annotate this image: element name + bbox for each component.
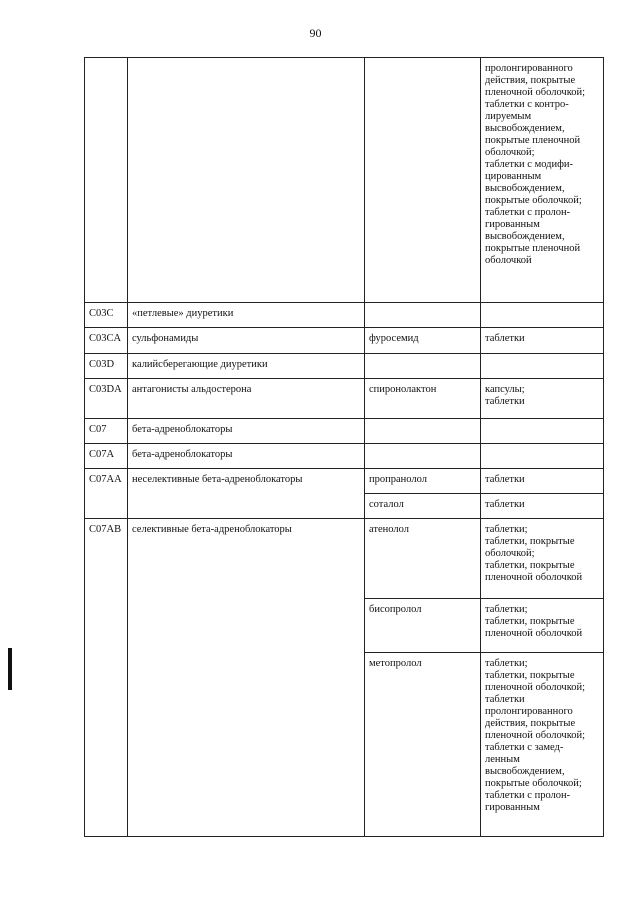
dosage-form-line: таблетки bbox=[485, 694, 525, 705]
atc-code-cell: C03C bbox=[85, 303, 128, 328]
drug-name-cell: метопролол bbox=[365, 653, 481, 837]
dosage-form-cell bbox=[481, 328, 604, 354]
drug-name-cell: пропранолол bbox=[365, 469, 481, 494]
dosage-form-line: таблетки bbox=[485, 474, 525, 485]
table-row bbox=[85, 519, 604, 599]
dosage-form-line: таблетки, покрытые bbox=[485, 616, 575, 627]
dosage-form-cell bbox=[481, 469, 604, 494]
table-row bbox=[85, 419, 604, 444]
dosage-form-cell bbox=[481, 354, 604, 379]
dosage-form-cell bbox=[481, 653, 604, 837]
dosage-form-line: высвобождением, bbox=[485, 766, 565, 777]
atc-name-cell: бета-адреноблокаторы bbox=[128, 419, 365, 444]
table-row bbox=[85, 58, 604, 303]
dosage-form-line: таблетки bbox=[485, 396, 525, 407]
drug-name-cell bbox=[365, 58, 481, 303]
table-row bbox=[85, 354, 604, 379]
dosage-form-line: действия, покрытые bbox=[485, 718, 576, 729]
drug-name-cell bbox=[365, 303, 481, 328]
dosage-form-line: оболочкой; bbox=[485, 147, 535, 158]
drug-name-cell: атенолол bbox=[365, 519, 481, 599]
dosage-form-cell bbox=[481, 494, 604, 519]
dosage-form-line: покрытые оболочкой; bbox=[485, 195, 582, 206]
dosage-form-cell bbox=[481, 58, 604, 303]
dosage-form-line: гированным bbox=[485, 219, 540, 230]
dosage-form-line: высвобождением, bbox=[485, 231, 565, 242]
dosage-form-line: таблетки с модифи- bbox=[485, 159, 574, 170]
dosage-form-line: действия, покрытые bbox=[485, 75, 576, 86]
dosage-form-line: высвобождением, bbox=[485, 123, 565, 134]
dosage-form-line: таблетки, покрытые bbox=[485, 560, 575, 571]
dosage-form-cell bbox=[481, 519, 604, 599]
table-row bbox=[85, 379, 604, 419]
dosage-form-cell bbox=[481, 599, 604, 653]
dosage-form-line: оболочкой; bbox=[485, 548, 535, 559]
dosage-form-line: гированным bbox=[485, 802, 540, 813]
atc-code-cell: C03CA bbox=[85, 328, 128, 354]
dosage-form-line: таблетки; bbox=[485, 604, 528, 615]
table-row bbox=[85, 469, 604, 494]
dosage-form-line: пленочной оболочкой bbox=[485, 628, 583, 639]
drug-name-cell: соталол bbox=[365, 494, 481, 519]
dosage-form-line: таблетки bbox=[485, 499, 525, 510]
dosage-form-cell bbox=[481, 379, 604, 419]
scan-artifact bbox=[8, 648, 12, 690]
dosage-form-line: покрытые оболочкой; bbox=[485, 778, 582, 789]
drug-name-cell bbox=[365, 444, 481, 469]
atc-code-cell: C03D bbox=[85, 354, 128, 379]
dosage-form-line: пленочной оболочкой; bbox=[485, 682, 586, 693]
dosage-form-line: пролонгированного bbox=[485, 63, 573, 74]
dosage-form-cell bbox=[481, 419, 604, 444]
dosage-form-line: высвобождением, bbox=[485, 183, 565, 194]
atc-code-cell bbox=[85, 58, 128, 303]
dosage-form-line: пролонгированного bbox=[485, 706, 573, 717]
dosage-form-line: покрытые пленочной bbox=[485, 243, 581, 254]
dosage-form-line: таблетки, покрытые bbox=[485, 536, 575, 547]
dosage-form-line: пленочной оболочкой; bbox=[485, 87, 586, 98]
dosage-form-line: пленочной оболочкой bbox=[485, 572, 583, 583]
atc-name-cell: сульфонамиды bbox=[128, 328, 365, 354]
table-row bbox=[85, 328, 604, 354]
atc-code-cell: C07AB bbox=[85, 519, 128, 837]
dosage-form-cell bbox=[481, 303, 604, 328]
atc-name-cell: неселективные бета-адреноблокаторы bbox=[128, 469, 365, 519]
atc-name-cell: «петлевые» диуретики bbox=[128, 303, 365, 328]
atc-name-cell: калийсберегающие диуретики bbox=[128, 354, 365, 379]
dosage-form-cell bbox=[481, 444, 604, 469]
dosage-form-line: оболочкой bbox=[485, 255, 532, 266]
dosage-form-line: таблетки с пролон- bbox=[485, 207, 571, 218]
drug-name-cell bbox=[365, 354, 481, 379]
dosage-form-line: капсулы; bbox=[485, 384, 525, 395]
dosage-form-line: таблетки с пролон- bbox=[485, 790, 571, 801]
dosage-form-line: покрытые пленочной bbox=[485, 135, 581, 146]
dosage-form-line: ленным bbox=[485, 754, 520, 765]
dosage-form-line: таблетки; bbox=[485, 658, 528, 669]
dosage-form-line: лируемым bbox=[485, 111, 532, 122]
dosage-form-line: таблетки; bbox=[485, 524, 528, 535]
dosage-form-line: пленочной оболочкой; bbox=[485, 730, 586, 741]
dosage-form-line: таблетки bbox=[485, 333, 525, 344]
table-row bbox=[85, 303, 604, 328]
dosage-form-line: таблетки с контро- bbox=[485, 99, 569, 110]
drug-table bbox=[84, 57, 604, 837]
table-row bbox=[85, 444, 604, 469]
drug-name-cell: фуросемид bbox=[365, 328, 481, 354]
dosage-form-line: таблетки с замед- bbox=[485, 742, 564, 753]
atc-name-cell: антагонисты альдостерона bbox=[128, 379, 365, 419]
atc-name-cell bbox=[128, 58, 365, 303]
dosage-form-line: таблетки, покрытые bbox=[485, 670, 575, 681]
atc-name-cell: бета-адреноблокаторы bbox=[128, 444, 365, 469]
drug-name-cell: спиронолактон bbox=[365, 379, 481, 419]
atc-code-cell: C07A bbox=[85, 444, 128, 469]
atc-name-cell: селективные бета-адреноблокаторы bbox=[128, 519, 365, 837]
atc-code-cell: C07AA bbox=[85, 469, 128, 519]
drug-name-cell bbox=[365, 419, 481, 444]
drug-name-cell: бисопролол bbox=[365, 599, 481, 653]
dosage-form-line: цированным bbox=[485, 171, 542, 182]
atc-code-cell: C03DA bbox=[85, 379, 128, 419]
page-number: 90 bbox=[309, 26, 322, 40]
atc-code-cell: C07 bbox=[85, 419, 128, 444]
